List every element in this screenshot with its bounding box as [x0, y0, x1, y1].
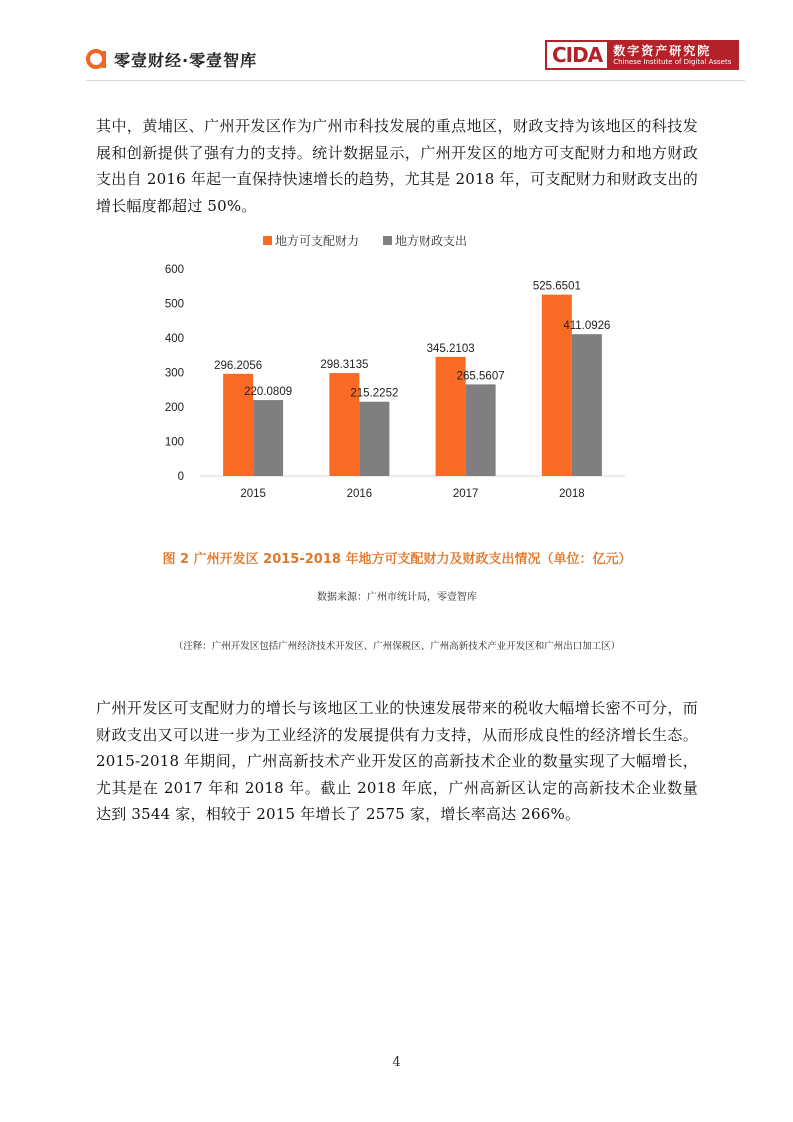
paragraph-intro: 其中，黄埔区、广州开发区作为广州市科技发展的重点地区，财政支持为该地区的科技发展和创新提供了强有力的支持。统计数据显示，广州开发区的地方可支配财力和地方财政支出自 2016 年起一直保持快速增长的趋势，尤其是 2018 年，可支配财力和财政支出的增长幅度都超过 50%。 — [96, 117, 698, 215]
legend-swatch-2 — [383, 236, 392, 245]
header-divider — [86, 80, 745, 81]
cida-info — [607, 42, 737, 68]
bar-2018-series-2 — [572, 334, 602, 476]
data-label-2016-series-1: 298.3135 — [320, 359, 369, 372]
x-tick-label-2018: 2018 — [559, 488, 585, 500]
brand-logo-right — [545, 41, 739, 69]
brand-logo-left — [86, 44, 257, 74]
data-label-2015-series-1: 296.2056 — [214, 359, 263, 372]
cida-logo — [545, 40, 739, 70]
y-tick-label: 600 — [164, 264, 184, 276]
page-number: 4 — [392, 1055, 401, 1070]
brand-name: 零壹财经·零壹智库 — [114, 50, 258, 70]
y-tick-label: 100 — [164, 436, 184, 449]
bar-2016-series-2 — [359, 402, 389, 476]
y-tick-label: 300 — [164, 367, 184, 380]
page-header — [0, 0, 793, 80]
x-tick-label-2016: 2016 — [346, 488, 373, 500]
legend-swatch-1 — [263, 236, 272, 245]
bar-chart — [150, 225, 650, 515]
cida-letters: CIDA — [547, 42, 607, 68]
bar-2015-series-2 — [253, 400, 283, 476]
chart-canvas — [150, 225, 650, 515]
brand-a-icon — [86, 48, 108, 70]
data-label-2018-series-2: 411.0926 — [563, 320, 611, 333]
data-source: 数据来源：广州市统计局，零壹智库 — [317, 592, 477, 603]
y-tick-label: 400 — [164, 333, 184, 345]
cida-name-en: Chinese Institute of Digital Assets — [613, 57, 732, 66]
y-tick-label: 0 — [177, 471, 184, 483]
data-label-2017-series-1: 345.2103 — [426, 342, 475, 355]
cida-name-cn: 数字资产研究院 — [613, 43, 712, 58]
figure-caption: 图 2 广州开发区 2015-2018 年地方可支配财力及财政支出情况（单位：亿元） — [162, 552, 632, 567]
data-label-2015-series-2: 220.0809 — [244, 386, 293, 399]
data-label-2018-series-1: 525.6501 — [532, 280, 581, 293]
data-label-2016-series-2: 215.2252 — [350, 387, 399, 400]
x-tick-label-2015: 2015 — [240, 488, 266, 500]
x-tick-label-2017: 2017 — [452, 488, 479, 500]
data-label-2017-series-2: 265.5607 — [456, 370, 505, 383]
y-tick-label: 200 — [164, 402, 184, 414]
paragraph-analysis: 广州开发区可支配财力的增长与该地区工业的快速发展带来的税收大幅增长密不可分，而财政支出又可以进一步为工业经济的发展提供有力支持，从而形成良性的经济增长生态。2015-2018 年期间，广州高新技术产业开发区的高新技术企业的数量实现了大幅增长，尤其是在 2017 年和 2018 年。截止 2018 年底，广州高新区认定的高新技术企业数量达到 3544 家，相较于 2015 年增长了 2575 家，增长率高达 266%。 — [96, 699, 698, 823]
legend-label-2: 地方财政支出 — [395, 234, 468, 248]
legend-label-1: 地方可支配财力 — [275, 234, 360, 248]
bar-2017-series-2 — [466, 384, 496, 476]
figure-note: （注释：广州开发区包括广州经济技术开发区、广州保税区、广州高新技术产业开发区和广州出口加工区） — [173, 641, 621, 652]
y-tick-label: 500 — [164, 298, 184, 311]
